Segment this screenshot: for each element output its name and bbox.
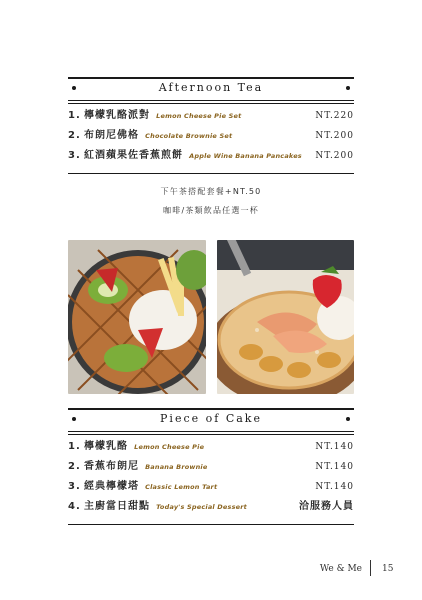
header-rule: [68, 434, 354, 435]
piece-of-cake-title: Piece of Cake: [160, 412, 262, 425]
item-number: 2.: [68, 461, 81, 472]
item-number: 1.: [68, 110, 81, 121]
footer-brand: We & Me: [319, 564, 362, 574]
afternoon-tea-title: Afternoon Tea: [158, 81, 264, 94]
header-rule: [68, 100, 354, 101]
item-price: NT.140: [315, 462, 354, 472]
menu-item: [68, 437, 354, 457]
item-name-en: Lemon Cheese Pie Set: [156, 112, 242, 120]
item-name-zh: 主廚當日甜點: [83, 501, 150, 512]
header-rule: [68, 431, 354, 432]
piece-of-cake-header: [68, 408, 354, 432]
pancake-photo: [217, 240, 354, 394]
item-name-zh: 經典檸檬塔: [83, 481, 139, 492]
menu-item: [68, 497, 354, 517]
item-number: 1.: [68, 441, 81, 452]
item-name-en: Apple Wine Banana Pancakes: [189, 152, 302, 160]
item-name-en: Lemon Cheese Pie: [134, 443, 205, 451]
item-number: 2.: [68, 130, 81, 141]
item-price: 洽服務人員: [299, 501, 354, 512]
item-price: NT.140: [315, 482, 354, 492]
page-number: 15: [382, 564, 394, 574]
header-rule: [68, 103, 354, 104]
item-name-en: Banana Brownie: [145, 463, 208, 471]
menu-item: [68, 457, 354, 477]
bullet-dot-icon: [346, 86, 350, 90]
set-note-line2: 咖啡/茶類飲品任選一杯: [163, 206, 259, 215]
set-note-line1: 下午茶搭配套餐+NT.50: [160, 187, 262, 196]
footer-separator: [370, 560, 371, 576]
afternoon-tea-header: [68, 77, 354, 101]
item-name-en: Chocolate Brownie Set: [145, 132, 233, 140]
menu-item: [68, 146, 354, 166]
item-name-zh: 紅酒蘋果佐香蕉煎餅: [83, 150, 183, 161]
header-rule: [68, 408, 354, 410]
item-name-en: Today's Special Dessert: [156, 503, 247, 511]
item-name-zh: 檸檬乳酪: [83, 441, 128, 452]
item-price: NT.220: [315, 111, 354, 121]
piece-of-cake-list: [68, 437, 354, 517]
item-price: NT.200: [315, 131, 354, 141]
section-divider: [68, 524, 354, 525]
item-number: 3.: [68, 481, 81, 492]
item-number: 4.: [68, 501, 81, 512]
header-rule: [68, 77, 354, 79]
menu-item: [68, 477, 354, 497]
menu-item: [68, 106, 354, 126]
item-name-zh: 香蕉布朗尼: [83, 461, 139, 472]
section-divider: [68, 173, 354, 174]
item-name-zh: 檸檬乳酪派對: [83, 110, 150, 121]
menu-item: [68, 126, 354, 146]
item-price: NT.140: [315, 442, 354, 452]
item-number: 3.: [68, 150, 81, 161]
item-name-zh: 布朗尼佛格: [83, 130, 139, 141]
afternoon-tea-list: [68, 106, 354, 166]
item-price: NT.200: [315, 151, 354, 161]
item-name-en: Classic Lemon Tart: [145, 483, 218, 491]
waffle-photo: [68, 240, 206, 394]
bullet-dot-icon: [346, 417, 350, 421]
